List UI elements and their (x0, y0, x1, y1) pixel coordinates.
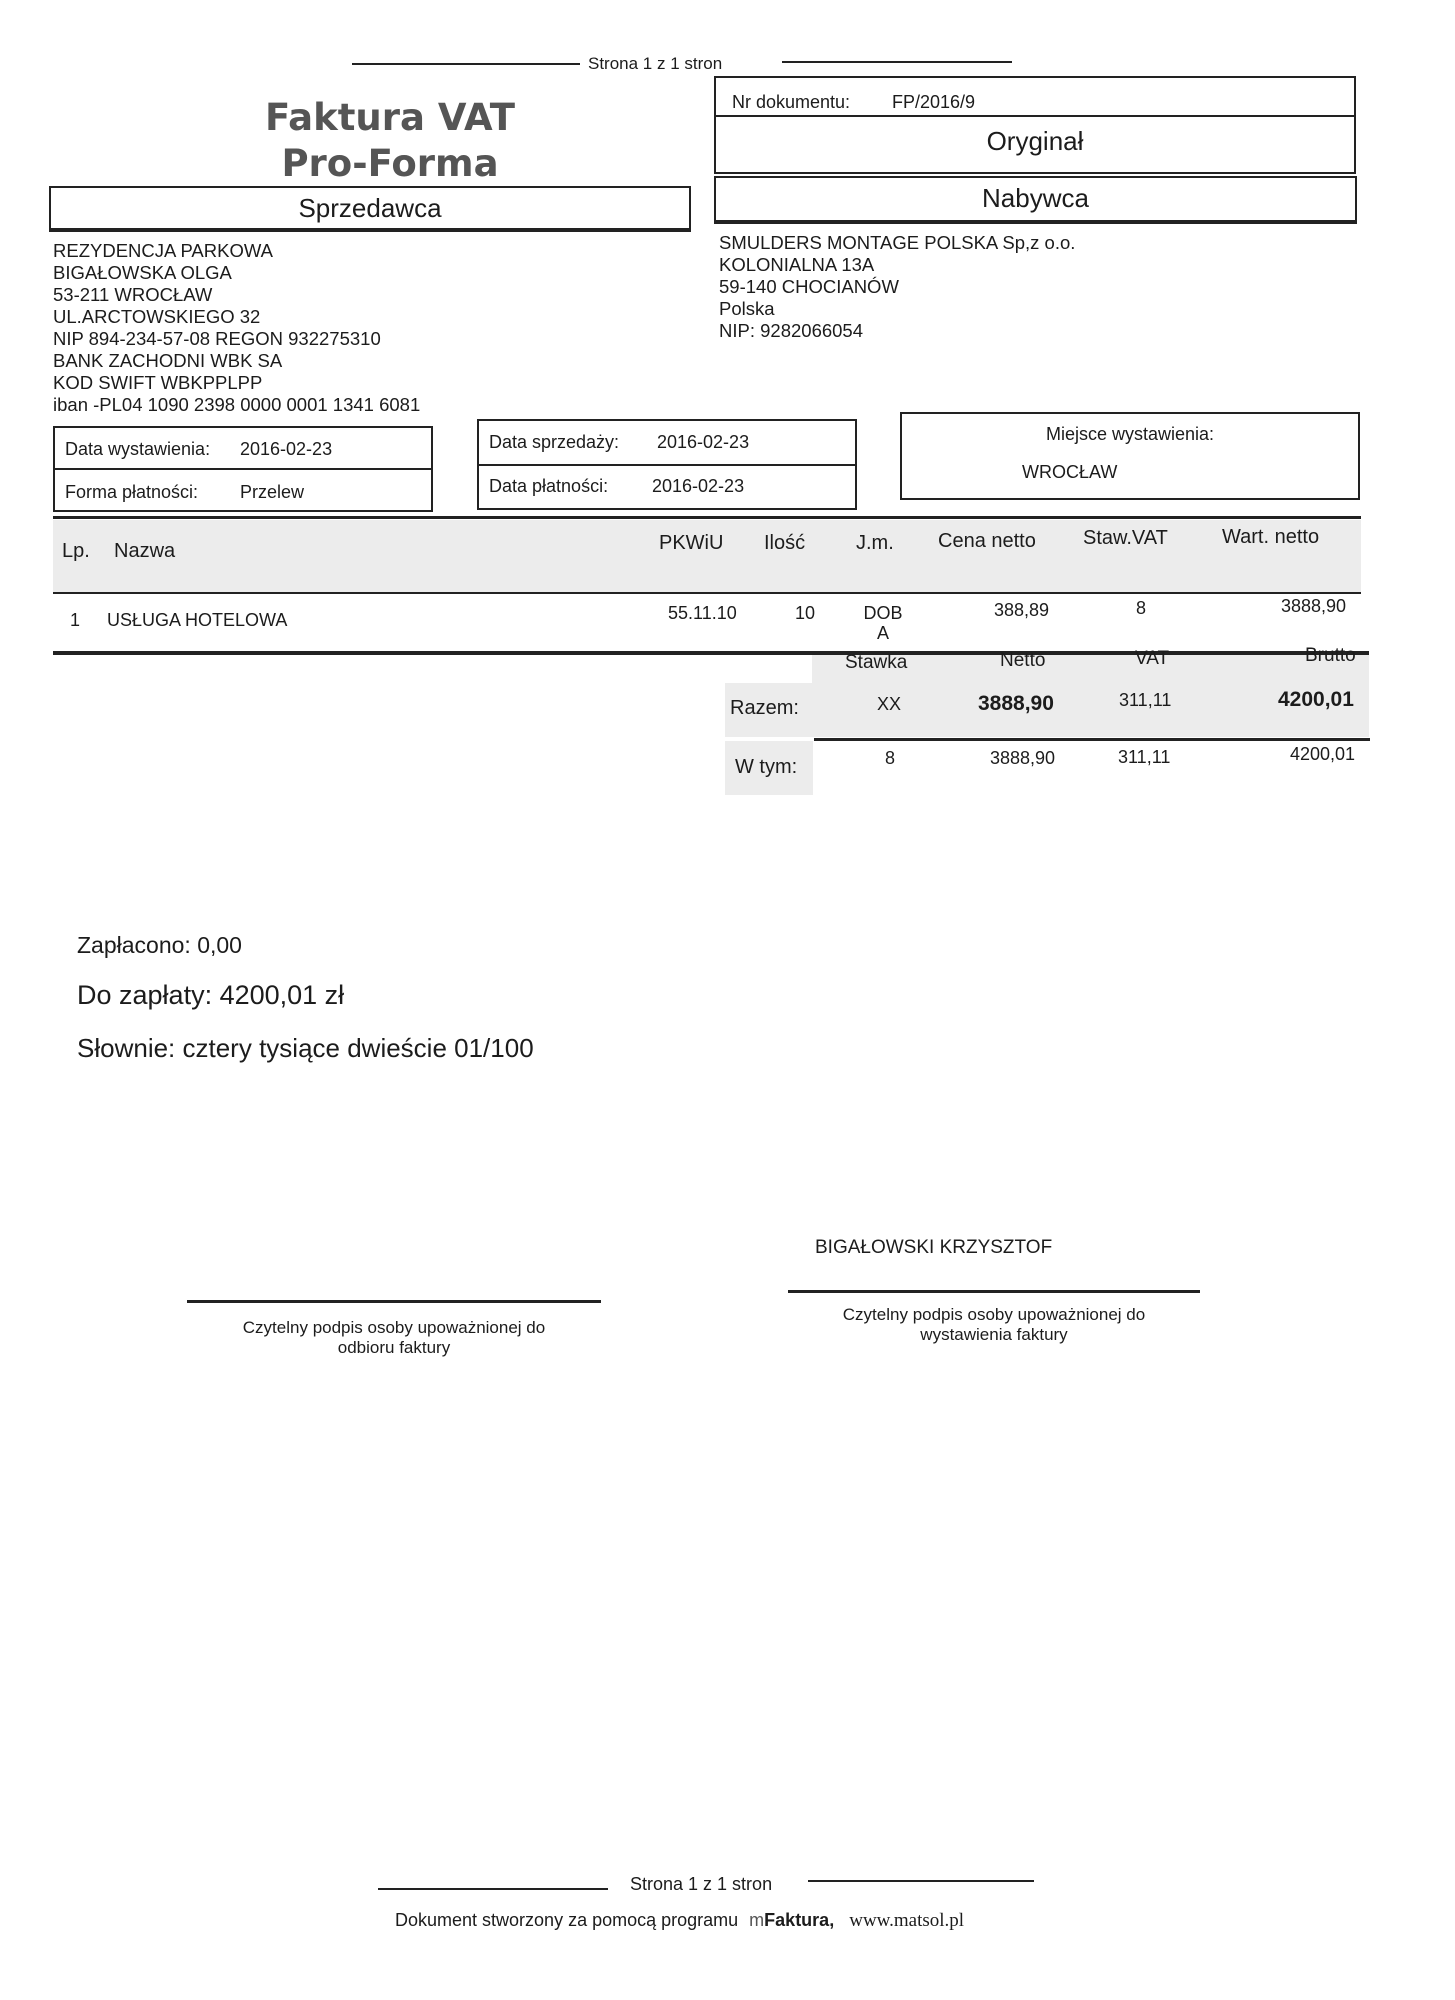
seller-address (53, 240, 420, 416)
issuer-caption-line-2: wystawienia faktury (920, 1325, 1068, 1344)
header-rule-right (782, 61, 1012, 63)
col-pkwiu: PKWiU (659, 532, 724, 554)
title-line-1: Faktura VAT (265, 96, 515, 139)
total-gross: 4200,01 (1278, 688, 1354, 711)
seller-line: BIGAŁOWSKA OLGA (53, 262, 232, 283)
issuer-signature-line (788, 1290, 1200, 1293)
receiver-signature-line (187, 1300, 601, 1303)
amount-in-words: Słownie: cztery tysiące dwieście 01/100 (77, 1033, 534, 1063)
col-qty: Ilość (764, 532, 806, 554)
footer-rule-left (378, 1888, 608, 1890)
sale-date: 2016-02-23 (657, 432, 750, 452)
footer-url: www.matsol.pl (849, 1910, 965, 1931)
seller-line: BANK ZACHODNI WBK SA (53, 350, 283, 371)
col-price: Cena netto (938, 530, 1036, 552)
footer-note: Dokument stworzony za pomocą programu (395, 1910, 739, 1930)
payment-date-label: Data płatności: (489, 476, 609, 496)
buyer-line: 59-140 CHOCIANÓW (719, 276, 899, 297)
document-divider (716, 115, 1354, 117)
sale-date-box (477, 419, 857, 510)
breakdown-vat: 311,11 (1118, 747, 1171, 767)
payment-form: Przelew (240, 482, 305, 502)
total-net: 3888,90 (978, 692, 1054, 715)
col-vat-rate: Staw.VAT (1083, 527, 1168, 549)
row-qty: 10 (795, 603, 816, 623)
buyer-line: NIP: 9282066054 (719, 320, 864, 341)
issuer-caption-line-1: Czytelny podpis osoby upoważnionej do (842, 1305, 1146, 1324)
place-label: Miejsce wystawienia: (1045, 424, 1215, 444)
seller-line: iban -PL04 1090 2398 0000 0001 1341 6081 (53, 394, 421, 415)
row-pkwiu: 55.11.10 (668, 603, 737, 623)
place-value: WROCŁAW (1022, 462, 1118, 482)
issue-box-divider (55, 468, 431, 470)
issue-date-box (53, 426, 433, 512)
payment-form-label: Forma płatności: (65, 482, 199, 502)
amount-due: Do zapłaty: 4200,01 zł (77, 980, 345, 1010)
document-number-box (714, 76, 1356, 174)
row-unit-line-1: DOB (863, 603, 903, 623)
issue-date: 2016-02-23 (240, 439, 333, 459)
table-top-rule (53, 516, 1361, 519)
row-unit-line-2: A (876, 623, 889, 643)
breakdown-gross: 4200,01 (1290, 744, 1356, 764)
payment-date: 2016-02-23 (652, 476, 745, 496)
header-rule-left (352, 63, 580, 65)
summary-col-rate: Stawka (845, 652, 908, 673)
summary-col-net: Netto (1000, 650, 1046, 671)
col-name: Nazwa (114, 540, 176, 562)
receiver-caption-line-2: odbioru faktury (337, 1338, 451, 1357)
page-indicator-top: Strona 1 z 1 stron (588, 54, 723, 73)
seller-line: UL.ARCTOWSKIEGO 32 (53, 306, 261, 327)
buyer-heading: Nabywca (714, 176, 1357, 224)
document-number-label: Nr dokumentu: (732, 92, 851, 112)
breakdown-label: W tym: (735, 756, 798, 778)
footer-note-line (395, 1910, 964, 1932)
footer-brand: Faktura, (764, 1910, 835, 1930)
issuer-signature-caption (788, 1305, 1200, 1345)
place-box (900, 412, 1360, 500)
buyer-line: KOLONIALNA 13A (719, 254, 875, 275)
summary-col-vat: VAT (1135, 648, 1170, 669)
document-copy-label: Oryginał (986, 126, 1084, 156)
col-net-value: Wart. netto (1222, 526, 1320, 548)
summary-col-gross: Brutto (1305, 645, 1356, 666)
page-indicator-bottom: Strona 1 z 1 stron (630, 1874, 773, 1894)
row-net-value: 3888,90 (1281, 596, 1347, 616)
summary-rule (814, 738, 1370, 741)
buyer-line: SMULDERS MONTAGE POLSKA Sp,z o.o. (719, 232, 1076, 253)
invoice-title (200, 95, 580, 187)
row-price: 388,89 (994, 600, 1050, 620)
total-vat: 311,11 (1119, 690, 1172, 710)
col-unit: J.m. (856, 532, 894, 554)
document-number: FP/2016/9 (892, 92, 976, 112)
seller-line: REZYDENCJA PARKOWA (53, 240, 273, 261)
seller-line: 53-211 WROCŁAW (53, 284, 213, 305)
footer-rule-right (808, 1880, 1034, 1882)
row-unit (863, 603, 903, 643)
row-lp: 1 (70, 610, 81, 630)
breakdown-net: 3888,90 (990, 748, 1056, 768)
row-name: USŁUGA HOTELOWA (107, 610, 288, 630)
issuer-name: BIGAŁOWSKI KRZYSZTOF (815, 1237, 1053, 1258)
total-label: Razem: (730, 697, 799, 719)
title-line-2: Pro-Forma (281, 142, 499, 185)
receiver-caption-line-1: Czytelny podpis osoby upoważnionej do (242, 1318, 546, 1337)
issue-date-label: Data wystawienia: (65, 439, 211, 459)
buyer-address (719, 232, 1075, 342)
buyer-line: Polska (719, 298, 775, 319)
paid-amount: Zapłacono: 0,00 (77, 932, 242, 958)
seller-line: KOD SWIFT WBKPPLPP (53, 372, 263, 393)
col-lp: Lp. (62, 540, 90, 562)
breakdown-rate: 8 (885, 748, 896, 768)
receiver-signature-caption (187, 1318, 601, 1358)
row-vat-rate: 8 (1136, 598, 1147, 618)
seller-heading: Sprzedawca (49, 186, 691, 232)
footer-brand-prefix: m (749, 1910, 765, 1930)
table-header-rule (53, 592, 1361, 594)
total-rate: XX (877, 694, 902, 714)
sale-box-divider (479, 464, 855, 466)
seller-line: NIP 894-234-57-08 REGON 932275310 (53, 328, 381, 349)
sale-date-label: Data sprzedaży: (489, 432, 620, 452)
